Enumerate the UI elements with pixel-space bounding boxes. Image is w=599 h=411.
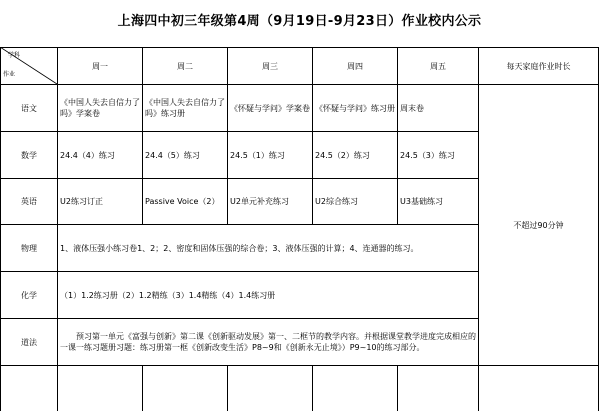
subject-physics: 物理 (21, 243, 37, 253)
daily-duration-value: 不超过90分钟 (513, 220, 564, 230)
english-friday: U3基础练习 (400, 197, 443, 206)
english-tuesday: Passive Voice（2） (145, 197, 220, 206)
chinese-friday: 周末卷 (400, 103, 424, 113)
chinese-tuesday: 《中国人失去自信力了吗》练习册 (145, 98, 225, 118)
math-wednesday: 24.5（1）练习 (230, 150, 285, 160)
header-daily-duration: 每天家庭作业时长 (506, 61, 571, 71)
header-tuesday: 周二 (177, 61, 193, 71)
chinese-thursday: 《怀疑与学问》练习册 (315, 103, 395, 113)
ethics-homework: 预习第一单元《富强与创新》第二课《创新驱动发展》第一、二框节的教学内容。并根据课堂教学进度完成相应的一课一练习题册习题：练习册第一框《创新改变生活》P8~9和《创新永无止境》）P9~10的练习部分。 (60, 332, 476, 352)
subject-english: 英语 (21, 197, 37, 206)
math-tuesday: 24.4（5）练习 (145, 150, 200, 160)
header-friday: 周五 (430, 61, 446, 71)
math-monday: 24.4（4）练习 (60, 150, 115, 160)
english-wednesday: U2单元补充练习 (230, 197, 289, 206)
page-title: 上海四中初三年级第4周（9月19日-9月23日）作业校内公示 (117, 14, 482, 29)
subject-ethics: 道法 (21, 337, 37, 347)
chinese-monday: 《中国人失去自信力了吗》学案卷 (60, 98, 140, 118)
subject-chinese: 语文 (21, 103, 37, 113)
math-thursday: 24.5（2）练习 (315, 150, 370, 160)
chinese-wednesday: 《怀疑与学问》学案卷 (230, 103, 310, 113)
subject-math: 数学 (21, 150, 37, 160)
chemistry-homework: （1）1.2练习册（2）1.2精练（3）1.4精练（4）1.4练习册 (60, 290, 276, 300)
corner-subject-label: 学科 (8, 52, 21, 59)
subject-chemistry: 化学 (21, 290, 37, 300)
header-wednesday: 周三 (262, 61, 278, 71)
corner-homework-label: 作业 (3, 71, 16, 78)
math-friday: 24.5（3）练习 (400, 150, 455, 160)
english-thursday: U2综合练习 (315, 197, 358, 206)
physics-homework: 1、液体压强小练习卷1、2；2、密度和固体压强的综合卷；3、液体压强的计算；4、连通器的练习。 (60, 243, 419, 253)
header-thursday: 周四 (347, 61, 363, 71)
header-monday: 周一 (92, 61, 108, 71)
english-monday: U2练习订正 (60, 197, 103, 206)
